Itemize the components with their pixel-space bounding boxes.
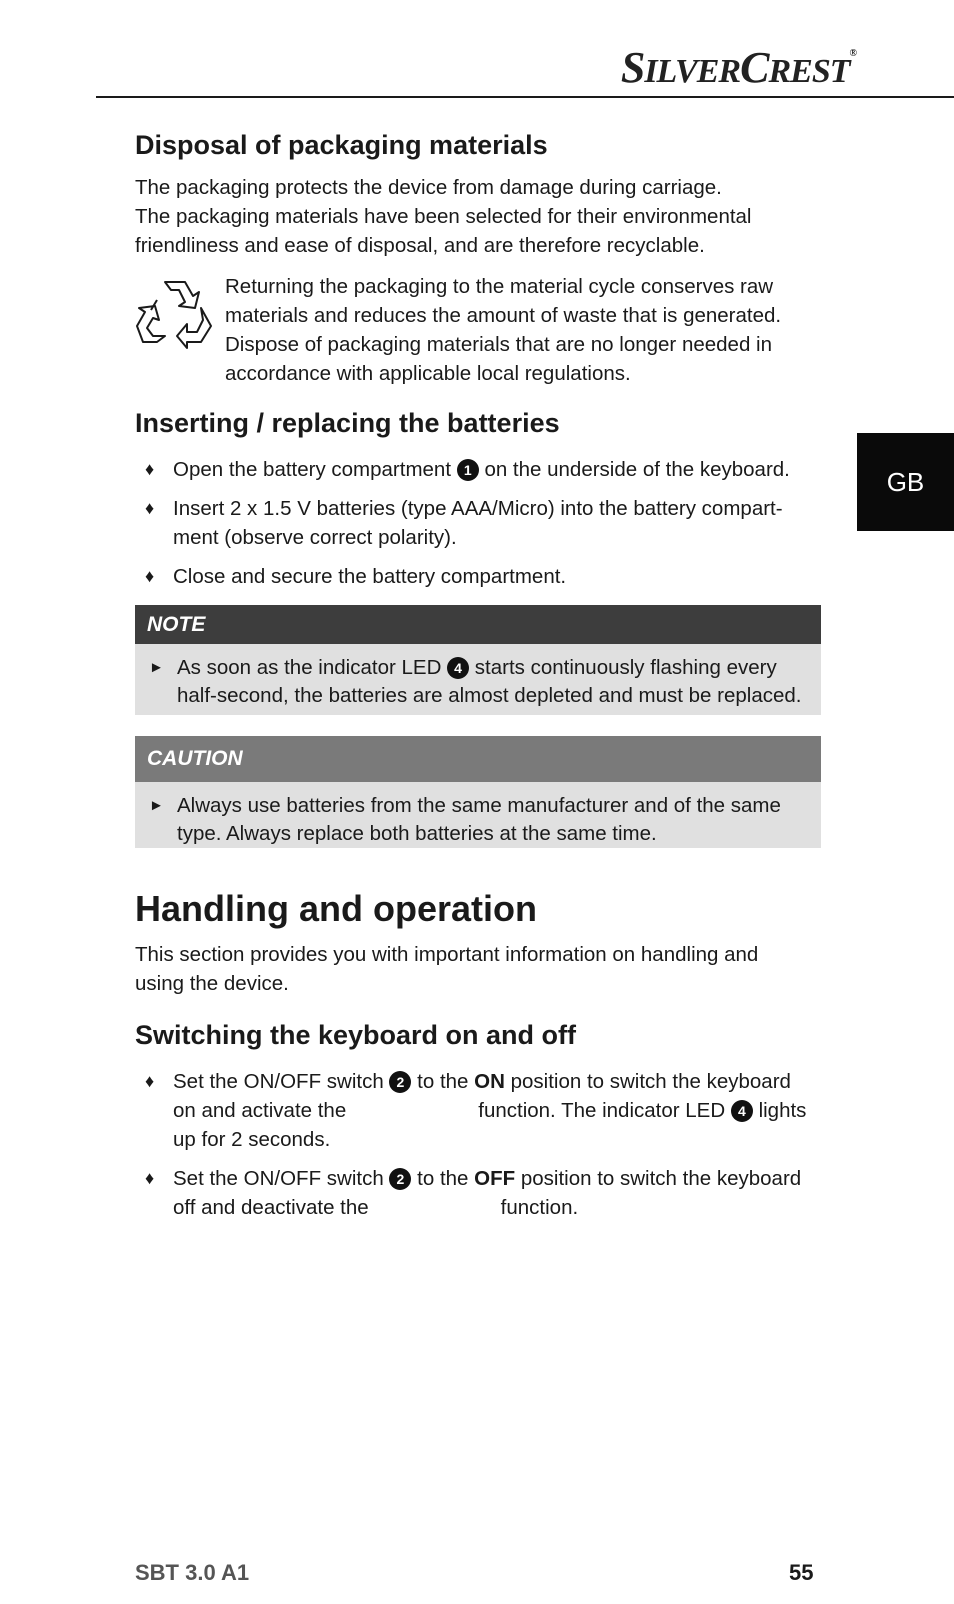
disposal-line-1: The packaging protects the device from damage during carriage. bbox=[135, 176, 722, 199]
caution-title: CAUTION bbox=[135, 736, 821, 782]
callout-number: 2 bbox=[389, 1168, 411, 1190]
note-body: ► As soon as the indicator LED 4 starts continuously flashing every half-second, the batteries are almost depleted and must be replaced. bbox=[135, 644, 821, 715]
arrow-bullet-icon: ► bbox=[149, 659, 164, 676]
disposal-heading: Disposal of packaging materials bbox=[135, 130, 548, 160]
list-item: ♦ Set the ON/OFF switch 2 to the OFF position to switch the keyboard off and deactivate the function. bbox=[135, 1164, 821, 1222]
disposal-line-2: The packaging materials have been selected for their environmental bbox=[135, 205, 752, 228]
disposal-line-3: friendliness and ease of disposal, and are therefore recyclable. bbox=[135, 234, 705, 257]
diamond-bullet-icon: ♦ bbox=[145, 1168, 155, 1188]
note-title: NOTE bbox=[135, 605, 821, 644]
list-item: ♦ Set the ON/OFF switch 2 to the ON position to switch the keyboard on and activate the function. The indicator LED 4 lights up for 2 seconds. bbox=[135, 1067, 821, 1154]
recycle-line-1: Returning the packaging to the material cycle conserves raw bbox=[225, 275, 774, 298]
page-number: 55 bbox=[789, 1560, 814, 1585]
footer-model: SBT 3.0 A1 bbox=[135, 1560, 250, 1585]
handling-line-1: This section provides you with important information on handling and bbox=[135, 943, 759, 966]
callout-number: 1 bbox=[457, 459, 479, 481]
batteries-section bbox=[135, 408, 821, 591]
handling-heading: Handling and operation bbox=[135, 888, 537, 929]
recycle-icon bbox=[135, 272, 225, 388]
recycle-notice bbox=[135, 272, 821, 388]
list-item: ♦ Insert 2 x 1.5 V batteries (type AAA/Micro) into the battery compart- ment (observe correct polarity). bbox=[135, 494, 821, 552]
recycle-line-2: materials and reduces the amount of waste that is generated. bbox=[225, 304, 782, 327]
list-item: ♦ Open the battery compartment 1 on the underside of the keyboard. bbox=[135, 455, 821, 484]
header-rule bbox=[96, 96, 954, 98]
diamond-bullet-icon: ♦ bbox=[145, 1071, 155, 1091]
diamond-bullet-icon: ♦ bbox=[145, 498, 155, 518]
handling-line-2: using the device. bbox=[135, 972, 289, 995]
callout-number: 2 bbox=[389, 1071, 411, 1093]
diamond-bullet-icon: ♦ bbox=[145, 459, 155, 479]
caution-box bbox=[135, 736, 821, 848]
recycle-line-4: accordance with applicable local regulations. bbox=[225, 362, 631, 385]
callout-number: 4 bbox=[731, 1100, 753, 1122]
batteries-heading: Inserting / replacing the batteries bbox=[135, 408, 560, 438]
note-box bbox=[135, 605, 821, 715]
switching-heading: Switching the keyboard on and off bbox=[135, 1020, 577, 1050]
language-tab: GB bbox=[857, 433, 954, 531]
caution-body: ► Always use batteries from the same manufacturer and of the same type. Always replace both batteries at the same time. bbox=[135, 782, 821, 848]
brand-logo: SILVERCREST® bbox=[620, 43, 856, 92]
recycle-line-3: Dispose of packaging materials that are no longer needed in bbox=[225, 333, 773, 356]
callout-number: 4 bbox=[447, 657, 469, 679]
arrow-bullet-icon: ► bbox=[149, 797, 164, 814]
switching-section bbox=[135, 1020, 821, 1222]
list-item: ♦ Close and secure the battery compartment. bbox=[135, 562, 821, 591]
handling-section bbox=[135, 888, 821, 998]
diamond-bullet-icon: ♦ bbox=[145, 566, 155, 586]
disposal-section bbox=[135, 130, 821, 260]
